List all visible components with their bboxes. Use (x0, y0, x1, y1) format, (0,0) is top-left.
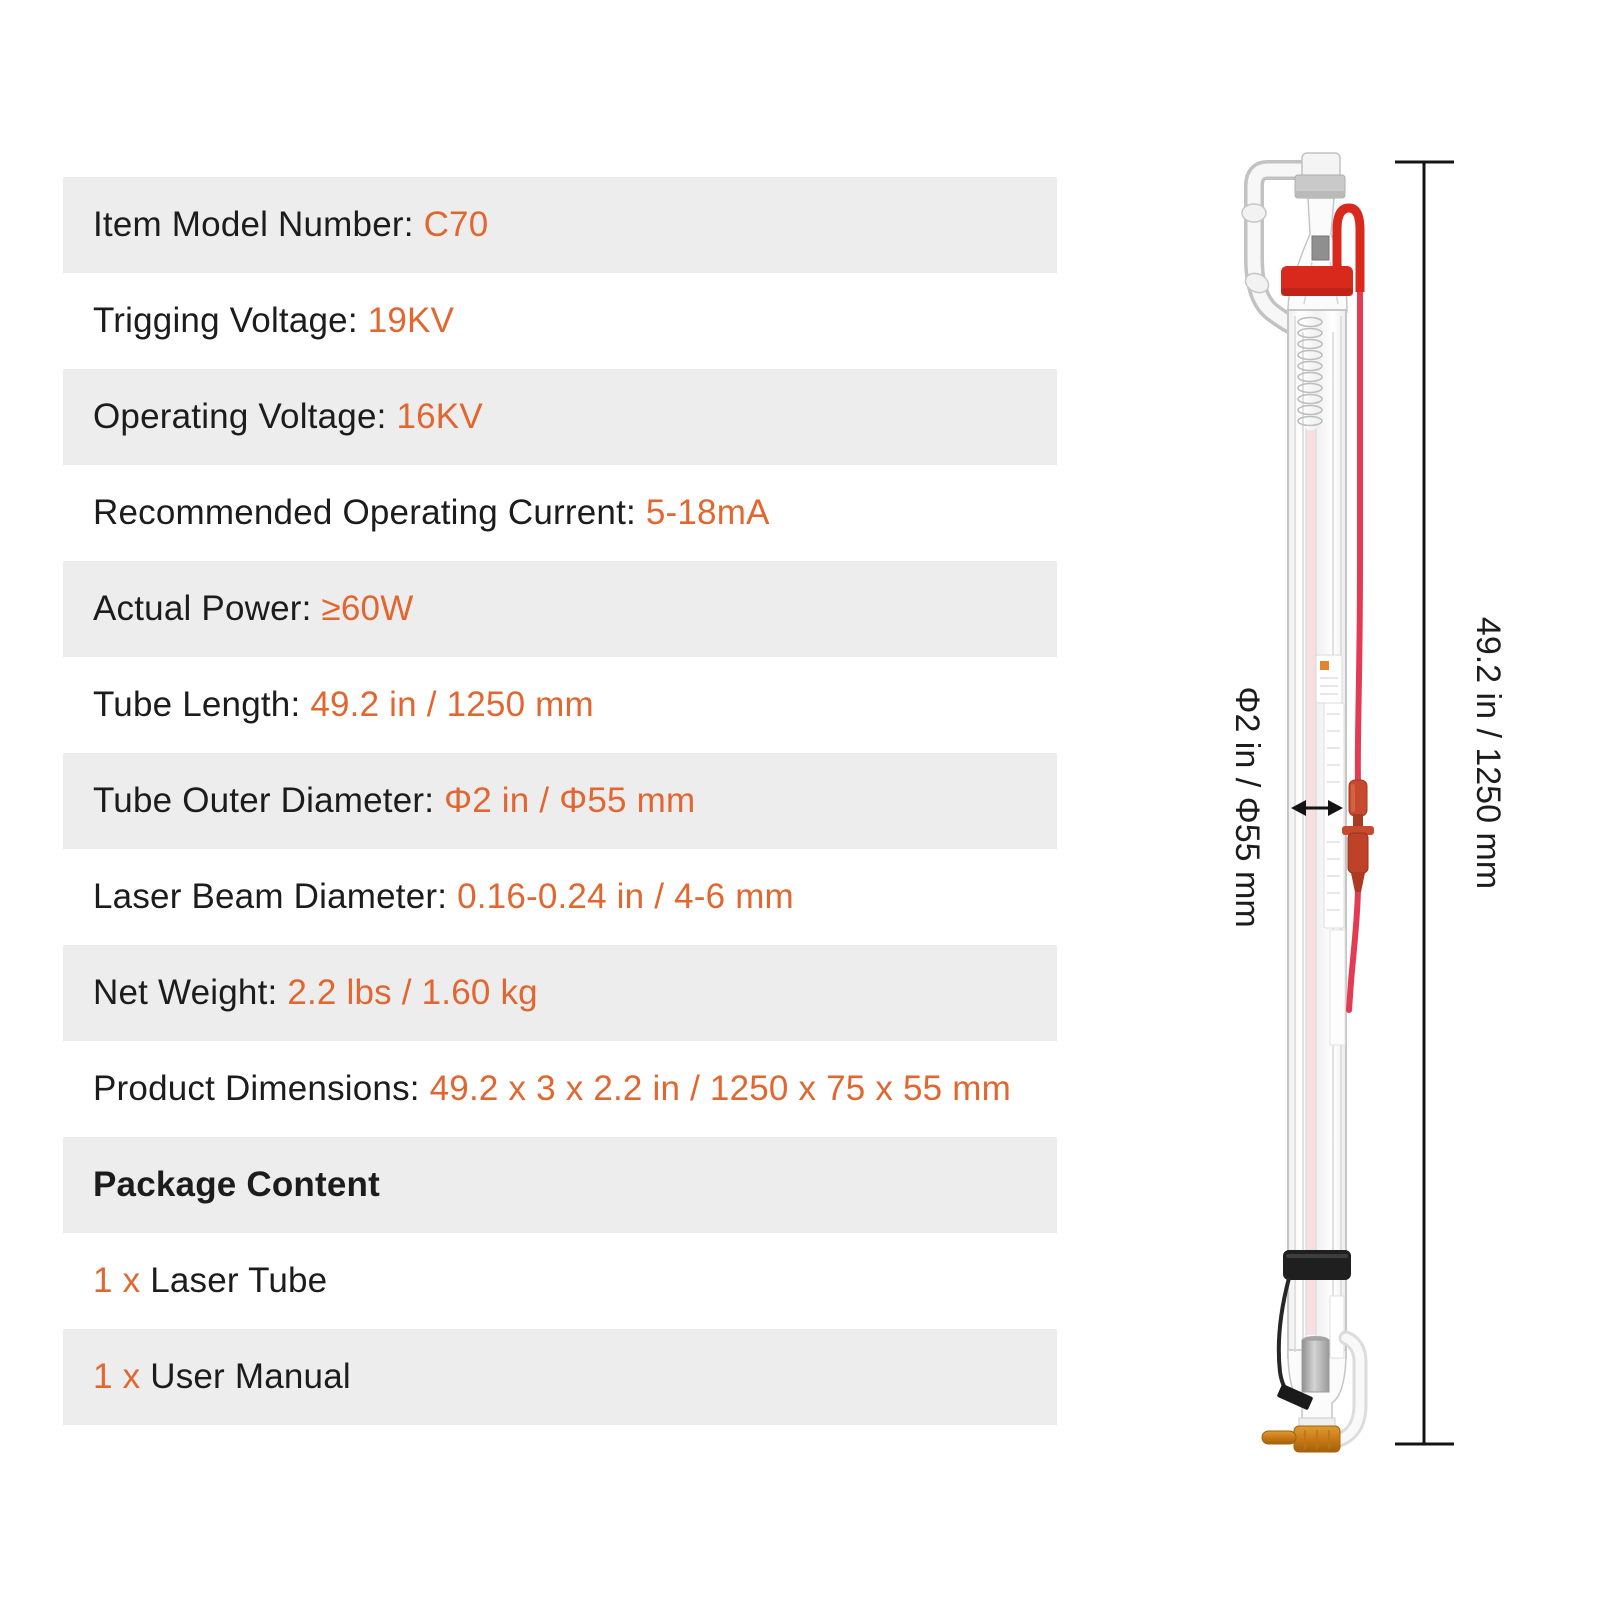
output-mirror-cylinder (1302, 1340, 1329, 1392)
spec-row-13 (63, 1329, 1057, 1425)
spec-row-7 (63, 753, 1057, 849)
spec-label: Net Weight: (93, 973, 288, 1012)
anode-wire-assembly (1281, 208, 1374, 1010)
hv-wire-lower (1349, 890, 1358, 1010)
diameter-dimension-label: Φ2 in / Φ55 mm (1228, 686, 1267, 928)
spec-value: C70 (423, 205, 489, 244)
spec-label: Operating Voltage: (93, 397, 397, 436)
tube-top-assembly (1288, 153, 1347, 312)
length-dimension-line (1395, 162, 1454, 1444)
inlet-nozzle (1262, 1431, 1296, 1444)
spec-label: Trigging Voltage: (93, 301, 368, 340)
spec-row-1 (63, 177, 1057, 273)
spec-label: Package Content (93, 1165, 380, 1204)
spec-row-6 (63, 657, 1057, 753)
glass-return-loop (1242, 170, 1303, 325)
spec-row-10 (63, 1041, 1057, 1137)
length-dimension-label: 49.2 in / 1250 mm (1469, 616, 1508, 890)
spec-label: Actual Power: (93, 589, 322, 628)
spec-value: 19KV (367, 301, 455, 340)
spec-label: Item Model Number: (93, 205, 424, 244)
tube-bottom-assembly (1262, 1336, 1360, 1452)
spec-row-5 (63, 561, 1057, 657)
cathode-strap (1277, 1250, 1351, 1410)
spec-label: Laser Tube (140, 1261, 328, 1300)
spec-value: 2.2 lbs / 1.60 kg (287, 973, 538, 1012)
spec-value: 5-18mA (645, 493, 770, 532)
red-sleeve-arch (1337, 208, 1360, 292)
glass-tube-body (1288, 310, 1346, 1424)
tube-top-cap (1295, 175, 1345, 198)
spec-row-9 (63, 945, 1057, 1041)
spec-label: Product Dimensions: (93, 1069, 430, 1108)
spec-row-2 (63, 273, 1057, 369)
spec-label: User Manual (140, 1357, 351, 1396)
spec-value: Φ2 in / Φ55 mm (444, 781, 696, 820)
hv-wire-upper (1358, 292, 1360, 782)
spec-value: 49.2 x 3 x 2.2 in / 1250 x 75 x 55 mm (429, 1069, 1011, 1108)
spec-value: 1 x (93, 1261, 141, 1300)
spec-value: 0.16-0.24 in / 4-6 mm (457, 877, 794, 916)
cathode-wire (1279, 1278, 1293, 1397)
wire-connector (1342, 780, 1374, 892)
spec-row-12 (63, 1233, 1057, 1329)
inner-discharge-tube (1306, 430, 1316, 1335)
spec-label: Tube Length: (93, 685, 311, 724)
tube-label-sticker (1316, 655, 1345, 1358)
spec-row-3 (63, 369, 1057, 465)
spec-value: ≥60W (321, 589, 414, 628)
diameter-dimension-arrow (1291, 800, 1343, 816)
spec-value: 16KV (396, 397, 483, 436)
wire-clip (1277, 1384, 1314, 1411)
spec-value: 1 x (93, 1357, 141, 1396)
water-inlet-fitting (1294, 1426, 1340, 1452)
spec-row-11 (63, 1137, 1057, 1233)
spec-label: Recommended Operating Current: (93, 493, 646, 532)
spec-label: Tube Outer Diameter: (93, 781, 445, 820)
spec-label: Laser Beam Diameter: (93, 877, 458, 916)
red-band (1281, 266, 1353, 296)
spec-value: 49.2 in / 1250 mm (310, 685, 594, 724)
spring-electrode (1298, 318, 1322, 426)
spec-table (63, 177, 1057, 1425)
spec-row-4 (63, 465, 1057, 561)
spec-row-8 (63, 849, 1057, 945)
water-elbow-pipe (1336, 1338, 1360, 1441)
